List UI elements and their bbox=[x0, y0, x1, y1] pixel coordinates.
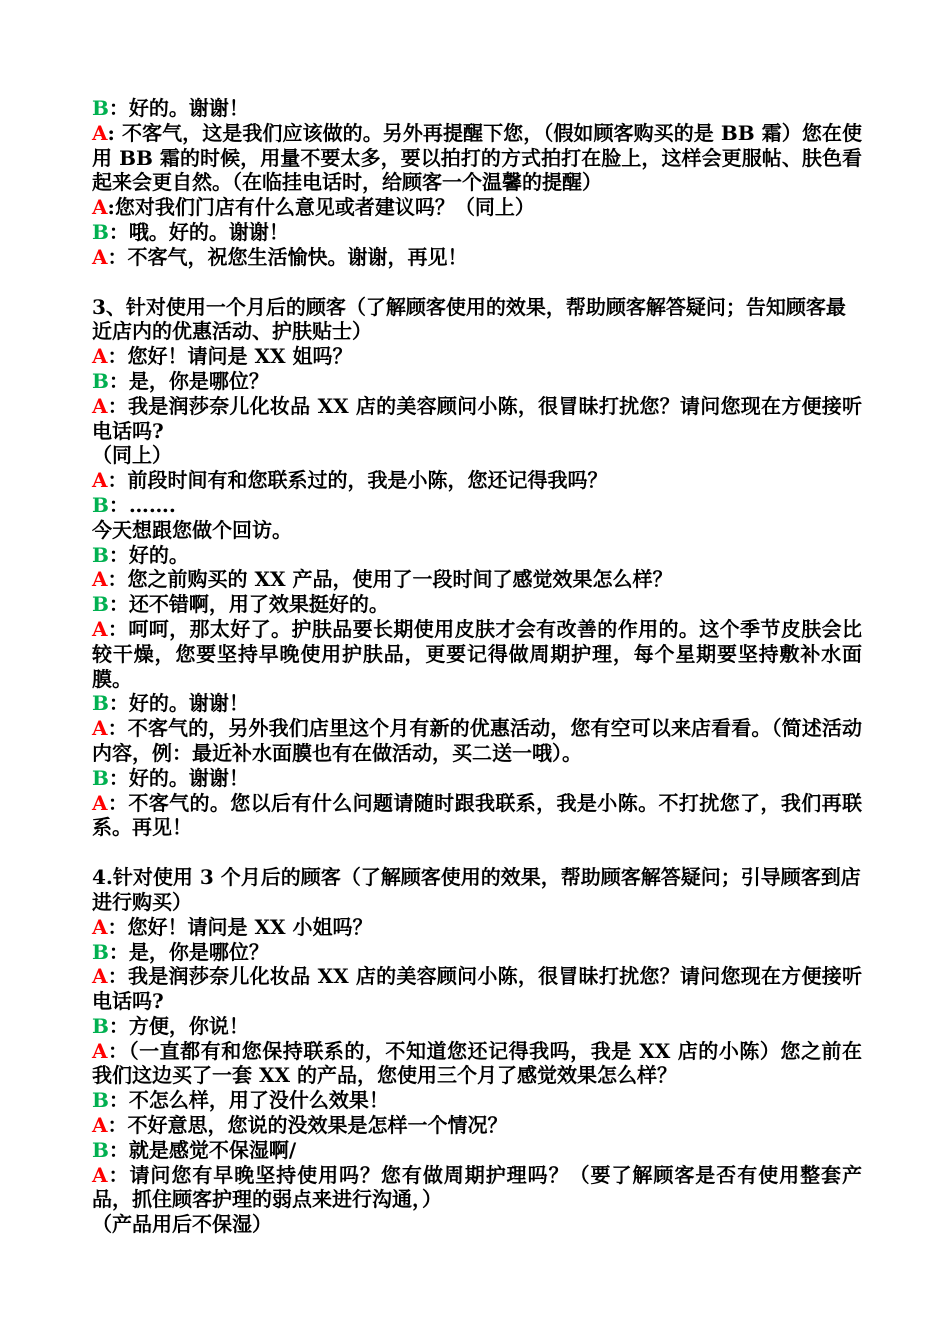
section-3-number: 3、 bbox=[92, 294, 126, 319]
dialogue-line bbox=[92, 791, 862, 841]
dialogue-line bbox=[92, 567, 862, 592]
dialogue-text: ：（一直都有和您保持联系的，不知道您还记得我吗，我是 XX 店的小陈）您之前在我们这边买了一套 XX 的产品，您使用三个月了感觉效果怎么样？ bbox=[92, 1038, 862, 1088]
speaker-label: A bbox=[92, 790, 108, 815]
speaker-label: B bbox=[92, 1088, 109, 1113]
dialogue-line bbox=[92, 766, 862, 791]
section-3-heading bbox=[92, 295, 862, 345]
speaker-label: A bbox=[92, 716, 108, 741]
speaker-label: A bbox=[92, 964, 108, 989]
dialogue-text: ：好的。谢谢！ bbox=[108, 96, 249, 120]
speaker-label: A bbox=[92, 567, 108, 592]
dialogue-text: ：哦。好的。谢谢！ bbox=[108, 219, 289, 244]
speaker-label: B bbox=[92, 492, 109, 517]
speaker-label: A bbox=[92, 468, 108, 493]
dialogue-line bbox=[92, 195, 862, 220]
speaker-label: A bbox=[92, 914, 108, 939]
dialogue-text: ：前段时间有和您联系过的，我是小陈，您还记得我吗？ bbox=[107, 468, 608, 493]
dialogue-text: ：呵呵，那太好了。护肤品要长期使用皮肤才会有改善的作用的。这个季节皮肤会比较干燥，您要坚持早晚使用护肤品，更要记得做周期护理，每个星期要坚持敷补水面膜。 bbox=[92, 616, 862, 691]
speaker-label: B bbox=[92, 1013, 109, 1038]
dialogue-text: ：……. bbox=[108, 492, 176, 517]
dialogue-line bbox=[92, 1039, 862, 1089]
dialogue-text: ：是，你是哪位？ bbox=[108, 939, 269, 964]
dialogue-line bbox=[92, 1014, 862, 1039]
dialogue-line bbox=[92, 1138, 862, 1163]
dialogue-text: （同上） bbox=[92, 443, 172, 468]
dialogue-line bbox=[92, 691, 862, 716]
dialogue-line bbox=[92, 344, 862, 369]
dialogue-text: ：您好！请问是 XX 姐吗？ bbox=[107, 344, 353, 369]
speaker-label: B bbox=[92, 1137, 109, 1162]
dialogue-line bbox=[92, 468, 862, 493]
speaker-label: A bbox=[92, 1038, 108, 1063]
dialogue-block-section-3 bbox=[92, 344, 862, 840]
paragraph-gap bbox=[92, 270, 862, 295]
dialogue-line bbox=[92, 592, 862, 617]
dialogue-text: ：不怎么样，用了没什么效果！ bbox=[108, 1088, 389, 1113]
speaker-label: A bbox=[92, 195, 108, 220]
dialogue-line bbox=[92, 493, 862, 518]
speaker-label: B bbox=[92, 96, 109, 120]
dialogue-text: ：还不错啊，用了效果挺好的。 bbox=[108, 592, 389, 617]
dialogue-text: ：是，你是哪位？ bbox=[108, 368, 269, 393]
dialogue-line bbox=[92, 1113, 862, 1138]
speaker-label: B bbox=[92, 219, 109, 244]
dialogue-line bbox=[92, 394, 862, 444]
dialogue-text: ：请问您有早晚坚持使用吗？您有做周期护理吗？（要了解顾客是否有使用整套产品，抓住顾客护理的弱点来进行沟通，） bbox=[92, 1162, 862, 1212]
speaker-label: A bbox=[92, 244, 108, 269]
dialogue-text: ：您好！请问是 XX 小姐吗？ bbox=[107, 914, 373, 939]
dialogue-block-intro bbox=[92, 96, 862, 270]
dialogue-line bbox=[92, 96, 862, 121]
speaker-label: B bbox=[92, 368, 109, 393]
dialogue-line bbox=[92, 915, 862, 940]
speaker-label: A bbox=[92, 1162, 108, 1187]
speaker-label: A bbox=[92, 393, 108, 418]
speaker-label: A bbox=[92, 344, 108, 369]
dialogue-text: ：不好意思，您说的没效果是怎样一个情况？ bbox=[107, 1113, 508, 1138]
dialogue-line bbox=[92, 716, 862, 766]
dialogue-line bbox=[92, 964, 862, 1014]
dialogue-text: ：就是感觉不保湿啊/ bbox=[108, 1137, 297, 1162]
speaker-label: B bbox=[92, 691, 109, 716]
speaker-label: B bbox=[92, 542, 109, 567]
dialogue-text: ：好的。 bbox=[108, 542, 189, 567]
dialogue-line bbox=[92, 940, 862, 965]
dialogue-line bbox=[92, 369, 862, 394]
dialogue-line bbox=[92, 518, 862, 543]
dialogue-line bbox=[92, 220, 862, 245]
dialogue-text: ：我是润莎奈儿化妆品 XX 店的美容顾问小陈，很冒昧打扰您？请问您现在方便接听电话吗? bbox=[92, 964, 862, 1014]
dialogue-line bbox=[92, 1163, 862, 1213]
dialogue-line bbox=[92, 245, 862, 270]
dialogue-text: :您对我们门店有什么意见或者建议吗？（同上） bbox=[107, 195, 535, 220]
dialogue-text: : 不客气，这是我们应该做的。另外再提醒下您，（假如顾客购买的是 BB 霜）您在使用 BB 霜的时候，用量不要太多，要以拍打的方式拍打在脸上，这样会更服帖、肤色看起来会更自然。（在临挂电话时，给顾客一个温馨的提醒） bbox=[92, 120, 862, 195]
speaker-label: A bbox=[92, 1113, 108, 1138]
section-4-heading: 4.针对使用 3 个月后的顾客（了解顾客使用的效果，帮助顾客解答疑问；引导顾客到店进行购买） bbox=[92, 865, 861, 914]
dialogue-text: ：不客气的。您以后有什么问题请随时跟我联系，我是小陈。不打扰您了，我们再联系。再见！ bbox=[92, 790, 862, 840]
dialogue-block-section-4 bbox=[92, 915, 862, 1237]
speaker-label: A bbox=[92, 120, 108, 145]
dialogue-text: ：我是润莎奈儿化妆品 XX 店的美容顾问小陈，很冒昧打扰您？请问您现在方便接听电话吗? bbox=[92, 393, 862, 443]
dialogue-text: ：不客气，祝您生活愉快。谢谢，再见！ bbox=[107, 244, 468, 269]
dialogue-line bbox=[92, 543, 862, 568]
dialogue-line bbox=[92, 121, 862, 195]
dialogue-text: ：方便，你说！ bbox=[108, 1013, 249, 1038]
dialogue-line bbox=[92, 443, 862, 468]
speaker-label: B bbox=[92, 939, 109, 964]
dialogue-text: ：不客气的，另外我们店里这个月有新的优惠活动，您有空可以来店看看。（简述活动内容，例：最近补水面膜也有在做活动，买二送一哦）。 bbox=[92, 716, 862, 765]
speaker-label: A bbox=[92, 616, 108, 641]
dialogue-text: 今天想跟您做个回访。 bbox=[92, 517, 292, 542]
dialogue-line bbox=[92, 1088, 862, 1113]
paragraph-gap bbox=[92, 840, 862, 865]
dialogue-text: ：好的。谢谢！ bbox=[108, 765, 249, 790]
dialogue-text: ：好的。谢谢！ bbox=[108, 691, 249, 716]
document-page bbox=[92, 96, 862, 1237]
dialogue-text: ：您之前购买的 XX 产品，使用了一段时间了感觉效果怎么样？ bbox=[107, 567, 673, 592]
section-3-title: 针对使用一个月后的顾客（了解顾客使用的效果，帮助顾客解答疑问；告知顾客最近店内的优惠活动、护肤贴士） bbox=[92, 294, 846, 344]
dialogue-text: （产品用后不保湿） bbox=[92, 1212, 272, 1237]
speaker-label: B bbox=[92, 765, 109, 790]
speaker-label: B bbox=[92, 592, 109, 617]
dialogue-line bbox=[92, 617, 862, 691]
dialogue-line bbox=[92, 1212, 862, 1237]
